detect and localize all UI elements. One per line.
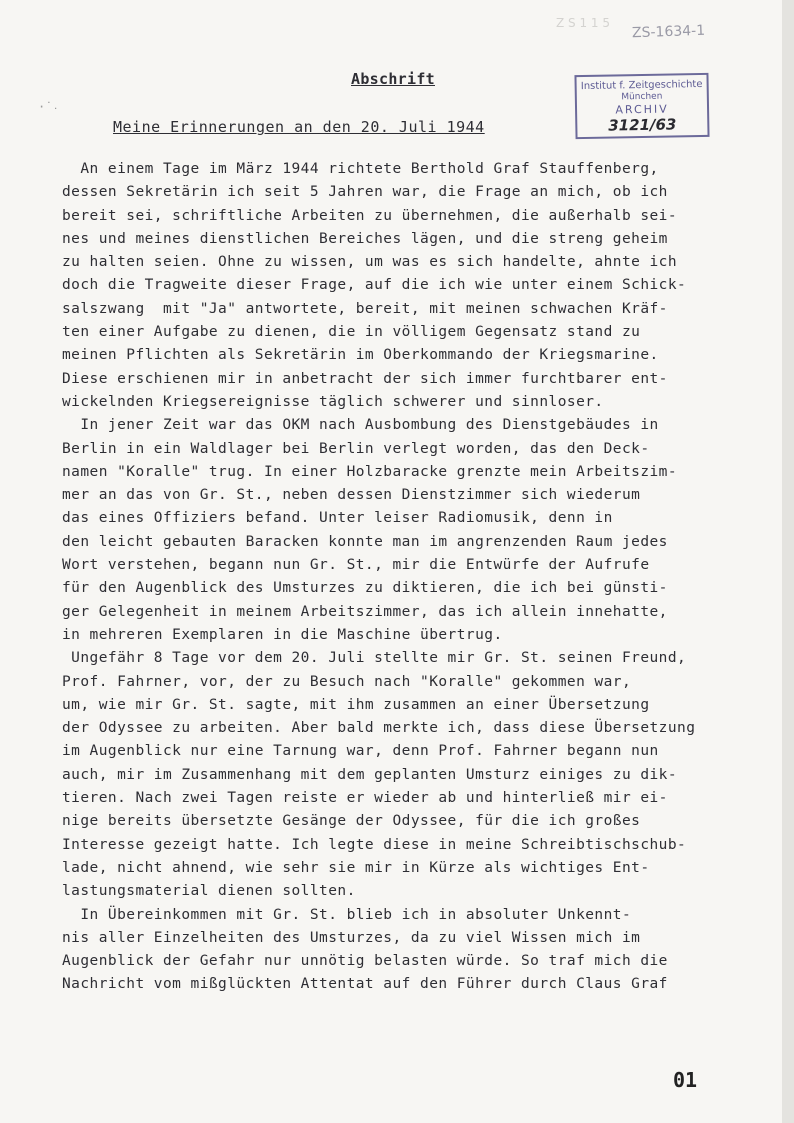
- text-line: lastungsmaterial dienen sollten.: [62, 883, 356, 900]
- faint-archive-mark: Z S 1 1 5: [556, 16, 610, 30]
- stamp-city: München: [621, 91, 663, 103]
- text-line: An einem Tage im März 1944 richtete Berthold Graf Stauffenberg,: [62, 161, 659, 177]
- text-line: bereit sei, schriftliche Arbeiten zu übernehmen, die außerhalb sei-: [62, 207, 678, 224]
- text-line: ten einer Aufgabe zu dienen, die in völligem Gegensatz stand zu: [62, 324, 641, 341]
- stamp-archive: ARCHIV: [615, 102, 669, 117]
- text-line: mer an das von Gr. St., neben dessen Dienstzimmer sich wiederum: [62, 487, 641, 504]
- text-line: Prof. Fahrner, vor, der zu Besuch nach "Koralle" gekommen war,: [62, 673, 632, 690]
- text-line: salszwang mit "Ja" antwortete, bereit, mit meinen schwachen Kräf-: [62, 300, 668, 317]
- text-line: Berlin in ein Waldlager bei Berlin verlegt worden, das den Deck-: [62, 440, 650, 457]
- text-line: zu halten seien. Ohne zu wissen, um was es sich handelte, ahnte ich: [62, 254, 678, 271]
- text-line: Nachricht vom mißglückten Attentat auf den Führer durch Claus Graf: [62, 976, 668, 993]
- text-line: In Übereinkommen mit Gr. St. blieb ich in absoluter Unkennt-: [62, 906, 632, 923]
- margin-dot: ·˙: [38, 100, 53, 114]
- text-line: im Augenblick nur eine Tarnung war, denn Prof. Fahrner begann nun: [62, 743, 659, 760]
- archive-stamp: [574, 73, 709, 139]
- text-line: in mehreren Exemplaren in die Maschine übertrug.: [62, 626, 503, 643]
- text-line: wickelnden Kriegsereignisse täglich schwerer und sinnloser.: [62, 393, 604, 410]
- text-line: Interesse gezeigt hatte. Ich legte diese in meine Schreibtischschub-: [62, 836, 687, 853]
- stamp-number: 3121/63: [608, 115, 677, 135]
- text-line: nis aller Einzelheiten des Umsturzes, da zu viel Wissen mich im: [62, 929, 641, 946]
- text-line: nes und meines dienstlichen Bereiches lägen, und die streng geheim: [62, 230, 668, 247]
- scan-edge: [782, 0, 794, 1123]
- text-line: das eines Offiziers befand. Unter leiser Radiomusik, denn in: [62, 510, 613, 527]
- document-title: Abschrift: [351, 70, 435, 88]
- text-line: Augenblick der Gefahr nur unnötig belasten würde. So traf mich die: [62, 953, 668, 970]
- body-text: [62, 158, 752, 997]
- text-line: den leicht gebauten Baracken konnte man im angrenzenden Raum jedes: [62, 533, 668, 550]
- text-line: der Odyssee zu arbeiten. Aber bald merkte ich, dass diese Übersetzung: [62, 720, 696, 737]
- text-line: um, wie mir Gr. St. sagte, mit ihm zusammen an einer Übersetzung: [62, 696, 650, 713]
- text-line: doch die Tragweite dieser Frage, auf die ich wie unter einem Schick-: [62, 277, 687, 294]
- text-line: nige bereits übersetzte Gesänge der Odyssee, für die ich großes: [62, 813, 641, 830]
- text-line: Diese erschienen mir in anbetracht der sich immer furchtbarer ent-: [62, 370, 668, 387]
- stamp-institute: Institut f. Zeitgeschichte: [580, 78, 703, 93]
- text-line: auch, mir im Zusammenhang mit dem geplanten Umsturz einiges zu dik-: [62, 766, 678, 783]
- text-line: für den Augenblick des Umsturzes zu diktieren, die ich bei günsti-: [62, 580, 668, 597]
- text-line: In jener Zeit war das OKM nach Ausbombung des Dienstgebäudes in: [62, 417, 659, 434]
- text-line: dessen Sekretärin ich seit 5 Jahren war, die Frage an mich, ob ich: [62, 184, 668, 201]
- text-line: tieren. Nach zwei Tagen reiste er wieder ab und hinterließ mir ei-: [62, 790, 668, 807]
- text-line: Ungefähr 8 Tage vor dem 20. Juli stellte mir Gr. St. seinen Freund,: [62, 650, 687, 667]
- margin-dot: ˙: [52, 106, 60, 120]
- text-line: meinen Pflichten als Sekretärin im Oberkommando der Kriegsmarine.: [62, 347, 659, 364]
- archive-reference: ZS-1634-1: [631, 22, 706, 42]
- text-line: namen "Koralle" trug. In einer Holzbaracke grenzte mein Arbeitszim-: [62, 463, 678, 480]
- text-line: lade, nicht ahnend, wie sehr sie mir in Kürze als wichtiges Ent-: [62, 859, 650, 876]
- text-line: Wort verstehen, begann nun Gr. St., mir die Entwürfe der Aufrufe: [62, 557, 650, 574]
- document-subtitle: Meine Erinnerungen an den 20. Juli 1944: [113, 118, 485, 136]
- page-number: 01: [673, 1068, 698, 1092]
- text-line: ger Gelegenheit in meinem Arbeitszimmer, das ich allein innehatte,: [62, 603, 668, 620]
